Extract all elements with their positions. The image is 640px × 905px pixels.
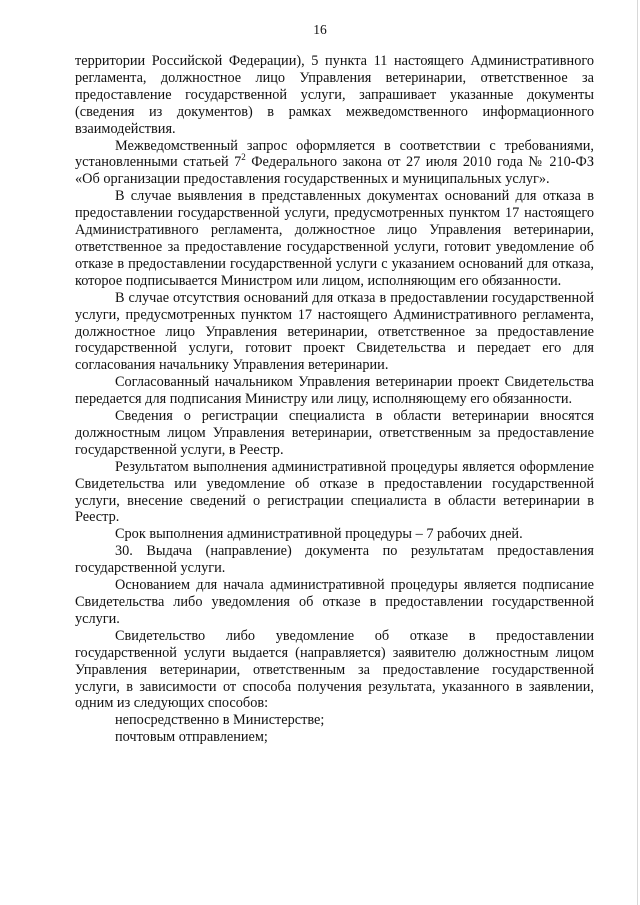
paragraph-approved-draft: Согласованный начальником Управления ветеринарии проект Свидетельства передается для подписания Министру или лицу, исполняющему его обязанности. — [75, 374, 594, 408]
list-item-postal: почтовым отправлением; — [115, 729, 268, 746]
paragraph-text: Федерального закона от 27 июля 2010 года № 210-ФЗ «Об организации предоставления государственных и муниципальных услуг». — [75, 154, 594, 188]
paragraph-text: Межведомственный запрос оформляется в соответствии с требованиями, установленными статьей 7 — [75, 137, 594, 171]
paragraph-section-30: 30. Выдача (направление) документа по результатам предоставления государственной услуги. — [75, 543, 594, 577]
paragraph-delivery-methods: Свидетельство либо уведомление об отказе в предоставлении государственной услуги выдается (направляется) заявителю должностным лицом Управления ветеринарии, ответственным за предоставление государственной услуги, в зависимости от способа получения результата, указанного в заявлении, одним из следующих способов: — [75, 627, 594, 712]
paragraph-no-refusal: В случае отсутствия оснований для отказа в предоставлении государственной услуги, предусмотренных пунктом 17 настоящего Административного регламента, должностное лицо Управления ветеринарии, ответственное за предоставление государственной услуги, готовит проект Свидетельства и передает его для согласования начальнику Управления ветеринарии. — [75, 289, 594, 374]
paragraph-registry-entry: Сведения о регистрации специалиста в области ветеринарии вносятся должностным лицом Управления ветеринарии, ответственным за предоставление государственной услуги, в Реестр. — [75, 408, 594, 458]
paragraph-continuation: территории Российской Федерации), 5 пункта 11 настоящего Административного регламента, должностное лицо Управления ветеринарии, ответственное за предоставление государственной услуги, запрашивает указанные документы (сведения из документов) в рамках межведомственного информационного взаимодействия. — [75, 53, 594, 137]
document-body — [75, 53, 594, 746]
list-item-ministry: непосредственно в Министерстве; — [115, 712, 325, 729]
superscript-mark: 2 — [241, 152, 246, 163]
paragraph-basis: Основанием для начала административной процедуры является подписание Свидетельства либо уведомления об отказе в предоставлении государственной услуги. — [75, 577, 594, 627]
page-number: 16 — [313, 22, 327, 37]
paragraph-refusal-grounds: В случае выявления в представленных документах оснований для отказа в предоставлении государственной услуги, предусмотренных пунктом 17 настоящего Административного регламента, должностное лицо Управления ветеринарии, ответственное за предоставление государственной услуги, готовит уведомление об отказе в предоставлении государственной услуги с указанием оснований для отказа, которое подписывается Министром или лицом, исполняющим его обязанности. — [75, 188, 594, 289]
paragraph-interagency-request — [75, 138, 594, 189]
paragraph-procedure-term: Срок выполнения административной процедуры – 7 рабочих дней. — [115, 526, 523, 543]
scan-edge-line — [637, 0, 638, 905]
paragraph-procedure-result: Результатом выполнения административной процедуры является оформление Свидетельства или уведомление об отказе в предоставлении государственной услуги, внесение сведений о регистрации специалиста в области ветеринарии в Реестр. — [75, 458, 594, 526]
